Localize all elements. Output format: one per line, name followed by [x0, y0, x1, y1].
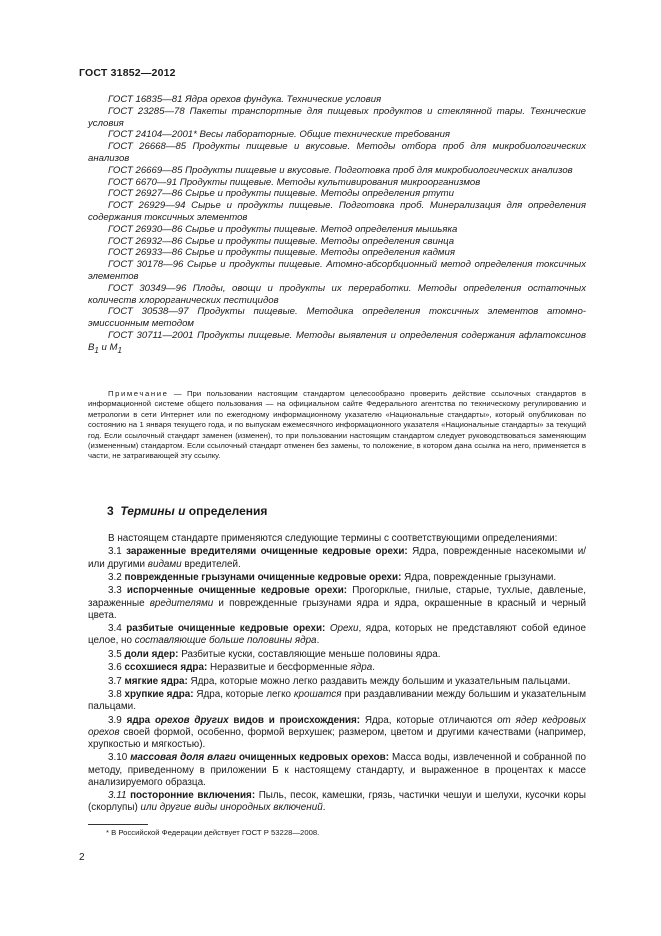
term-name: поврежденные грызунами очищенные кедровые орехи:: [124, 571, 402, 583]
term-definition: Пыль, песок, камешки, грязь, частички чешуи и шелухи, кусочки коры (скорлупы): [88, 790, 586, 814]
term-italic: крошатся: [293, 688, 342, 700]
term-number: 3.1: [108, 546, 122, 558]
term-definition: Ядра, поврежденные грызунами.: [401, 571, 557, 583]
term-definition: вредителей.: [181, 558, 241, 570]
term-italic: от ядер кедровых орехов: [88, 714, 586, 738]
reference-item-aflatoxins: [88, 330, 586, 357]
term-number: 3.11: [108, 790, 127, 802]
reference-item: ГОСТ 26669—85 Продукты пищевые и вкусовые. Подготовка проб для микробиологических анализов: [108, 164, 573, 176]
reference-text: ГОСТ 30711—2001 Продукты пищевые. Методы выявления и определения содержания афлатоксинов B: [88, 329, 586, 353]
term-number: 3.9: [108, 714, 122, 726]
term-italic: Орехи: [325, 623, 359, 635]
term-italic: видами: [147, 558, 182, 570]
term-item: [88, 752, 586, 789]
reference-item: ГОСТ 16835—81 Ядра орехов фундука. Технические условия: [108, 94, 382, 105]
term-item: [88, 649, 586, 661]
term-name-italic: орехов других: [154, 714, 229, 726]
term-italic: составляющие больше половины ядра: [134, 635, 317, 647]
term-definition: Ядра, которые можно легко раздавить между большим и указательным пальцами.: [187, 675, 571, 687]
term-italic: или другие виды инородных включений: [140, 802, 323, 814]
term-item: [88, 585, 586, 622]
section-title-italic: Термины и: [120, 504, 186, 518]
term-name: хрупкие ядра:: [124, 688, 194, 700]
reference-item: ГОСТ 24104—2001* Весы лабораторные. Общие технические требования: [108, 129, 451, 141]
subscript: 1: [94, 345, 99, 355]
term-definition: Ядра, которые легко: [193, 688, 294, 700]
term-definition: .: [316, 635, 320, 647]
term-italic: ядра: [350, 662, 373, 674]
term-number: 3.2: [108, 571, 122, 583]
term-definition: Разбитые куски, составляющие меньше половины ядра.: [178, 648, 441, 660]
reference-item: ГОСТ 6670—91 Продукты пищевые. Методы культивирования микроорганизмов: [108, 176, 481, 188]
reference-item: ГОСТ 26932—86 Сырье и продукты пищевые. Методы определения свинца: [108, 235, 455, 247]
terms-intro: В настоящем стандарте применяются следующие термины с соответствующими определениями:: [108, 533, 558, 544]
term-definition: Неразвитые и бесформенные: [207, 662, 351, 674]
term-number: 3.7: [108, 675, 122, 687]
term-item: [88, 676, 586, 688]
term-name: ссохшиеся ядра:: [124, 662, 208, 674]
section-number: 3: [107, 504, 114, 518]
term-item: [88, 662, 586, 674]
section-heading: [107, 504, 267, 518]
term-definition: Прогорклые, гнилые, старые, тухлые, давленые, зараженные: [88, 585, 587, 609]
term-item: [88, 546, 586, 570]
term-item: [88, 790, 586, 814]
term-name: доли ядер:: [124, 648, 179, 660]
term-italic: вредителями: [149, 597, 214, 609]
note-label: Примечание: [108, 389, 169, 398]
term-definition: .: [322, 802, 326, 814]
term-item: [88, 689, 586, 713]
page-number: 2: [79, 852, 85, 863]
term-name: ядра: [126, 714, 155, 726]
term-number: 3.8: [108, 688, 122, 700]
term-definition: .: [372, 662, 375, 674]
term-number: 3.6: [108, 662, 122, 674]
reference-item: ГОСТ 26933—86 Сырье и продукты пищевые. Методы определения кадмия: [108, 247, 455, 259]
term-name-italic: массовая доля влаги: [130, 752, 237, 764]
section-title-rest: определения: [185, 504, 268, 518]
reference-item: ГОСТ 30178—96 Сырье и продукты пищевые. Атомно-абсорбционный метод определения токсичных элементов: [88, 259, 586, 282]
term-name: видов и происхождения:: [228, 714, 361, 726]
term-name: разбитые очищенные кедровые орехи:: [126, 623, 326, 635]
term-name: мягкие ядра:: [124, 675, 188, 687]
term-item: [88, 572, 586, 584]
term-number: 3.3: [108, 585, 122, 597]
reference-item: ГОСТ 26927—86 Сырье и продукты пищевые. Методы определения ртути: [108, 188, 454, 200]
term-definition: Ядра, которые отличаются: [360, 714, 498, 726]
normative-references: [88, 94, 586, 356]
reference-text: и M: [98, 341, 118, 353]
document-header: ГОСТ 31852—2012: [79, 67, 176, 79]
term-definition: при раздавливании между большим и указательным пальцами.: [88, 688, 586, 713]
footnote: * В Российской Федерации действует ГОСТ Р 53228—2008.: [106, 828, 320, 837]
terms-list: [88, 533, 586, 816]
term-item: [88, 623, 586, 647]
reference-item: ГОСТ 23285—78 Пакеты транспортные для пищевых продуктов и стеклянной тары. Технические условия: [88, 105, 586, 129]
reference-item: ГОСТ 26668—85 Продукты пищевые и вкусовые. Методы отбора проб для микробиологических анализов: [88, 141, 586, 164]
term-number: 3.4: [108, 623, 122, 635]
term-number: 3.5: [108, 648, 122, 660]
term-item: [88, 715, 586, 752]
term-name: очищенных кедровых орехов:: [236, 752, 390, 764]
note-paragraph: [88, 389, 586, 462]
footnote-divider: [88, 824, 148, 825]
reference-item: ГОСТ 30538—97 Продукты пищевые. Методика определения токсичных элементов атомно-эмиссионным методом: [88, 306, 586, 330]
term-definition: Ядра, поврежденные насекомыми и/или другими: [88, 546, 586, 570]
term-definition: , ядра, которых не представляют собой единое целое, но: [88, 623, 586, 647]
term-definition: своей формой, особенно, формой верхушек; размером, цветом и другими качествами (например, хрупкостью и мягкостью).: [88, 726, 586, 750]
term-definition: и поврежденные грызунами ядра и ядра, окрашенные в красный и черный цвета.: [88, 597, 587, 621]
note-text: — При пользовании настоящим стандартом целесообразно проверить действие ссылочных стандартов в информационной системе общего пользования — на официальном сайте Федерального агентства по техническому регулированию и метрологии в сети Интернет или по ежегодному информационному указателю «Национальные стандарты», который опубликован по состоянию на 1 января текущего года, и по выпускам ежемесячного информационного указателя «Национальные стандарты» за текущий год. Если ссылочный стандарт заменен (изменен), то при пользовании настоящим стандартом следует руководствоваться заменяющим (измененным) стандартом. Если ссылочный стандарт отменен без замены, то положение, в котором дана ссылка на него, применяется в части, не затрагивающей эту ссылку.: [88, 389, 586, 461]
term-name: испорченные очищенные кедровые орехи:: [126, 585, 348, 597]
term-name: зараженные вредителями очищенные кедровые орехи:: [126, 546, 408, 558]
term-definition: Масса воды, извлеченной и собранной по методу, приведенному в приложении Б к настоящему стандарту, и выраженное в процентах к массе анализируемого образца.: [88, 752, 586, 788]
reference-item: ГОСТ 26929—94 Сырье и продукты пищевые. Подготовка проб. Минерализация для определения содержания токсичных элементов: [88, 200, 586, 223]
term-number: 3.10: [108, 752, 128, 764]
subscript: 1: [117, 345, 122, 355]
term-name: посторонние включения:: [130, 790, 256, 802]
reference-item: ГОСТ 30349—96 Плоды, овощи и продукты их переработки. Методы определения остаточных количеств хлорорганических пестицидов: [88, 282, 586, 306]
reference-item: ГОСТ 26930—86 Сырье и продукты пищевые. Метод определения мышьяка: [108, 223, 458, 235]
